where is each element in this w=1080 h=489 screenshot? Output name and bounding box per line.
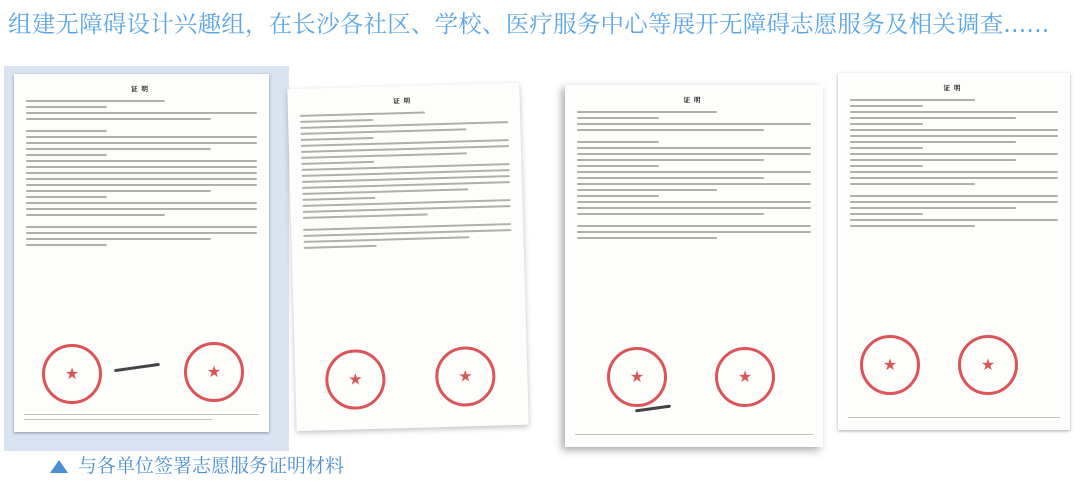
caption xyxy=(50,452,344,480)
certificate-document-3 xyxy=(565,85,823,447)
handwritten-signature xyxy=(114,363,160,372)
certificate-document-2 xyxy=(287,83,528,431)
caption-text: 与各单位签署志愿服务证明材料 xyxy=(78,455,345,477)
triangle-up-icon xyxy=(50,460,68,473)
document-title: 证明 xyxy=(131,85,152,93)
document-title: 证明 xyxy=(683,96,705,104)
document-footnote xyxy=(24,414,259,424)
document-footnote xyxy=(575,434,813,439)
red-seal-stamp: ★ xyxy=(42,344,102,404)
document-body xyxy=(850,99,1058,231)
red-seal-stamp: ★ xyxy=(435,346,497,408)
headline: 组建无障碍设计兴趣组，在长沙各社区、学校、医疗服务中心等展开无障碍志愿服务及相关调查...... xyxy=(8,10,1050,38)
document-title: 证明 xyxy=(393,96,415,106)
certificate-document-1 xyxy=(14,74,269,432)
document-body xyxy=(577,111,811,243)
red-seal-stamp: ★ xyxy=(958,335,1018,395)
red-seal-stamp: ★ xyxy=(325,349,387,411)
document-title: 证明 xyxy=(943,84,965,92)
red-seal-stamp: ★ xyxy=(715,347,775,407)
document-footnote xyxy=(848,417,1060,422)
certificate-document-4 xyxy=(838,73,1070,430)
red-seal-stamp: ★ xyxy=(607,347,667,407)
red-seal-stamp: ★ xyxy=(184,342,244,402)
red-seal-stamp: ★ xyxy=(860,335,920,395)
document-body xyxy=(300,109,512,253)
document-body xyxy=(26,100,257,250)
